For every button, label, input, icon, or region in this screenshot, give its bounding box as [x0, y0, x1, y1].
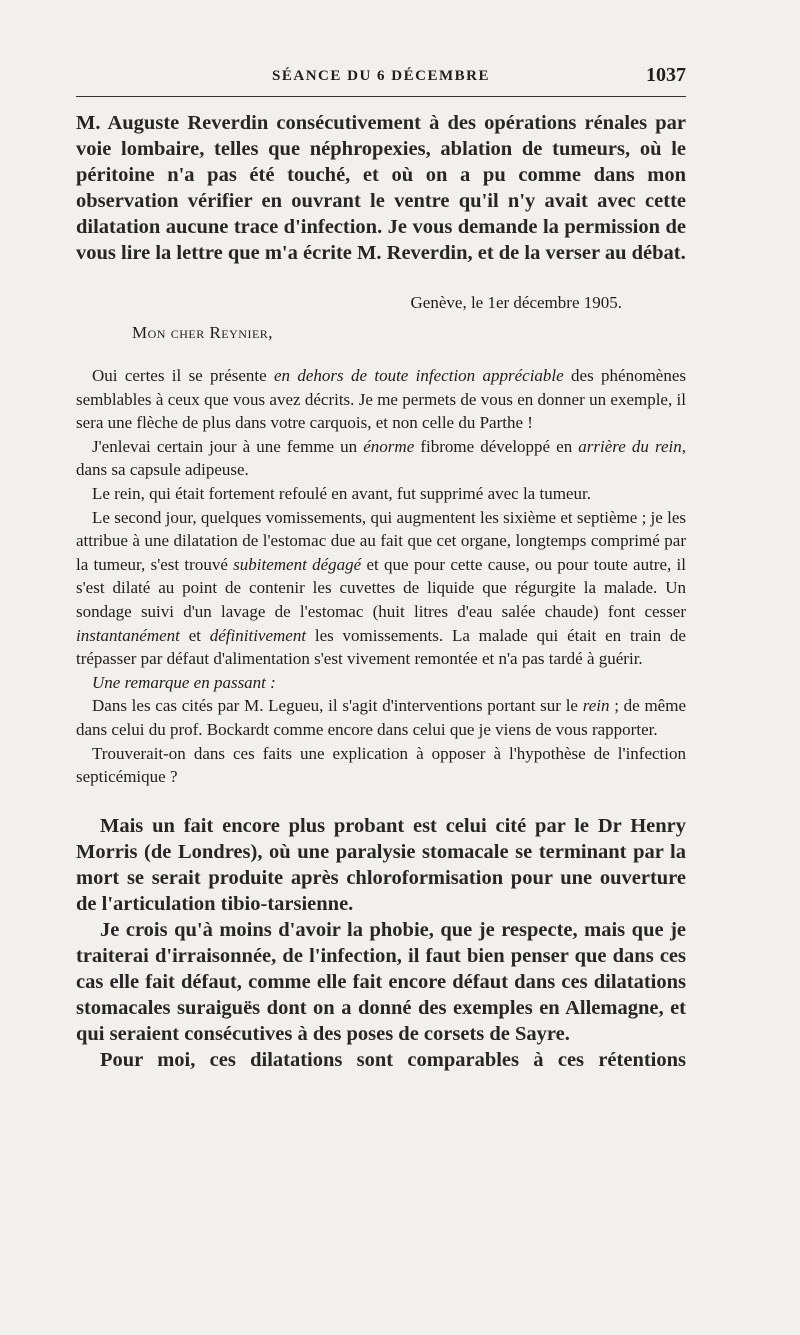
- emphasis-run: instantanément: [76, 625, 180, 645]
- page-number: 1037: [646, 64, 686, 86]
- text-run: Le second jour, quelques vomissements, qui augmentent les sixième et septième ; je les attribue à une dilatation de l'estomac due au fait que cet organe, longtemps comprimé par la tumeur, s'est trouvé: [76, 507, 686, 574]
- emphasis-run: arrière du rein: [578, 436, 682, 456]
- text-run: Oui certes il se présente: [92, 366, 275, 385]
- text-run: des phénomènes semblables à ceux que vous avez décrits. Je me permets de vous en donner un exemple, il sera une flèche de plus dans votre carquois, et non celle du Parthe !: [76, 366, 686, 433]
- salutation-text: Mon cher Reynier,: [132, 323, 274, 342]
- letter-dateline: Genève, le 1er décembre 1905.: [410, 293, 622, 312]
- letter-paragraph-3: Le rein, qui était fortement refoulé en avant, fut supprimé avec la tumeur.: [92, 483, 591, 503]
- emphasis-run: Une remarque en passant :: [92, 672, 276, 692]
- text-run: J'enlevai certain jour à une femme un: [92, 436, 364, 456]
- body-paragraph-3: Pour moi, ces dilatations sont comparables à ces rétentions: [100, 1048, 686, 1071]
- letter-paragraph-4: [76, 506, 686, 671]
- text-run: et que pour cette cause, ou pour toute autre, il s'est dilaté au point de contenir les cuvettes de liquide que régurgite la malade. Un sondage suivi d'un lavage de l'estomac (huit litres d'eau salée chaude) font cesser: [76, 554, 687, 621]
- body-paragraph-1: Mais un fait encore plus probant est celui cité par le Dr Henry Morris (de Londres), où une paralysie stomacale se terminant par la mort se serait produite après chloroformisation pour une ouverture de l'articulation tibio-tarsienne.: [76, 814, 686, 915]
- letter-salutation: [76, 322, 686, 344]
- text-run: Dans les cas cités par M. Legueu, il s'agit d'interventions portant sur le: [92, 696, 583, 716]
- document-page: [76, 62, 686, 1073]
- intro-paragraph: M. Auguste Reverdin consécutivement à des opérations rénales par voie lombaire, telles que néphropexies, ablation de tumeurs, où le péritoine n'a pas été touché, et où on a pu comme dans mon observation vérifier en ouvrant le ventre qu'il n'y avait avec cette dilatation aucune trace d'infection. Je vous demande la permission de vous lire la lettre que m'a écrite M. Reverdin, et de la verser au débat.: [76, 112, 686, 264]
- letter-paragraph-7: Trouverait-on dans ces faits une explication à opposer à l'hypothèse de l'infection septicémique ?: [76, 743, 686, 787]
- text-run: les vomissements. La malade qui était en train de trépasser par défaut d'alimentation s'est vivement remontée et n'a pas tardé à guérir.: [76, 625, 686, 669]
- emphasis-run: définitivement: [209, 625, 307, 645]
- text-run: fibrome développé en: [414, 436, 579, 456]
- text-run: et: [179, 625, 210, 645]
- letter-paragraph-2: [76, 435, 686, 482]
- body-paragraph-2: Je crois qu'à moins d'avoir la phobie, que je respecte, mais que je traiterai d'irraisonnée, de l'infection, il faut bien penser que dans ces cas elle fait défaut, comme elle fait encore défaut dans ces dilatations stomacales suraiguës dont on a donné des exemples en Allemagne, et qui seraient consécutives à des poses de corsets de Sayre.: [76, 918, 686, 1045]
- text-run: ; de même dans celui du prof. Bockardt comme encore dans celui que je viens de vous rapporter.: [76, 696, 686, 739]
- text-run: , dans sa capsule adipeuse.: [76, 436, 686, 480]
- body-continuation: [76, 813, 686, 1073]
- emphasis-run: rein: [582, 696, 610, 716]
- letter-paragraph-5: [76, 671, 686, 695]
- emphasis-run: subitement dégagé: [233, 554, 362, 574]
- letter-body: [76, 364, 686, 789]
- emphasis-run: en dehors de toute infection appréciable: [274, 366, 564, 385]
- emphasis-run: énorme: [363, 436, 415, 456]
- letter-paragraph-1: [76, 364, 686, 435]
- running-header: [76, 62, 686, 97]
- running-title: SÉANCE DU 6 DÉCEMBRE: [272, 68, 490, 84]
- letter-paragraph-6: [76, 694, 686, 741]
